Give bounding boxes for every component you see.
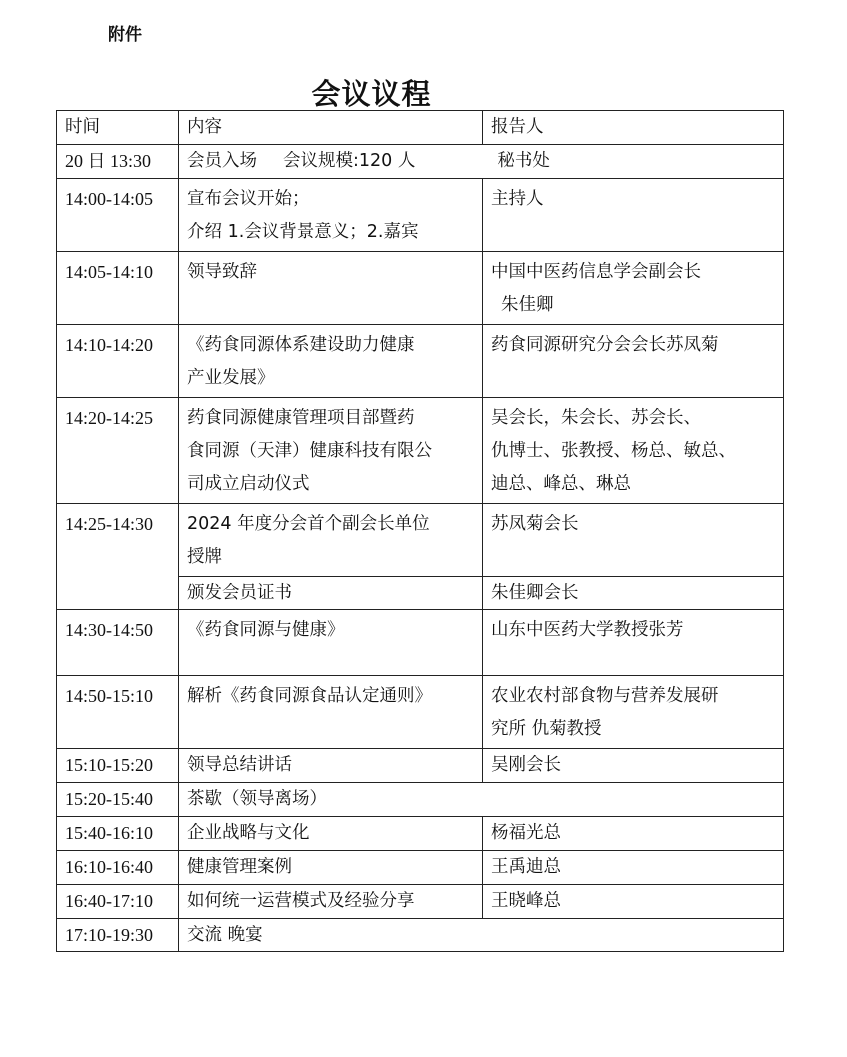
time-cell: 16:40-17:10 — [57, 885, 179, 919]
attachment-label: 附件 — [108, 25, 142, 45]
table-row — [57, 817, 784, 851]
time-cell: 14:25-14:30 — [57, 504, 179, 610]
time-cell: 15:40-16:10 — [57, 817, 179, 851]
table-row — [57, 325, 784, 398]
speaker-cell: 主持人 — [483, 179, 784, 252]
content-cell: 《药食同源体系建设助力健康 产业发展》 — [179, 325, 483, 398]
content-cell: 领导总结讲话 — [179, 749, 483, 783]
time-cell: 15:20-15:40 — [57, 783, 179, 817]
speaker: 秘书处 — [497, 151, 550, 171]
table-row — [57, 252, 784, 325]
table-row — [57, 145, 784, 179]
time-cell: 14:20-14:25 — [57, 398, 179, 504]
content-cell: 药食同源健康管理项目部暨药 食同源（天津）健康科技有限公 司成立启动仪式 — [179, 398, 483, 504]
content-cell: 《药食同源与健康》 — [179, 610, 483, 676]
speaker-cell: 吴刚会长 — [483, 749, 784, 783]
content-cell: 健康管理案例 — [179, 851, 483, 885]
header-time: 时间 — [57, 111, 179, 145]
table-row — [57, 676, 784, 749]
table-row — [57, 885, 784, 919]
content-cell: 茶歇（领导离场） — [179, 783, 784, 817]
speaker-cell: 农业农村部食物与营养发展研 究所 仇菊教授 — [483, 676, 784, 749]
content-cell: 颁发会员证书 — [179, 577, 483, 610]
table-row — [57, 398, 784, 504]
page-title: 会议议程 — [311, 77, 432, 111]
time-cell: 15:10-15:20 — [57, 749, 179, 783]
agenda-table — [56, 110, 784, 952]
content-cell: 交流 晚宴 — [179, 919, 784, 952]
speaker-cell: 吴会长，朱会长、苏会长、 仇博士、张教授、杨总、敏总、 迪总、峰总、琳总 — [483, 398, 784, 504]
content-cell: 企业战略与文化 — [179, 817, 483, 851]
speaker-cell: 朱佳卿会长 — [483, 577, 784, 610]
header-content: 内容 — [179, 111, 483, 145]
speaker-cell: 山东中医药大学教授张芳 — [483, 610, 784, 676]
table-row — [57, 504, 784, 577]
table-row — [57, 783, 784, 817]
content-cell: 解析《药食同源食品认定通则》 — [179, 676, 483, 749]
table-row — [57, 851, 784, 885]
header-speaker: 报告人 — [483, 111, 784, 145]
content-cell: 如何统一运营模式及经验分享 — [179, 885, 483, 919]
content-cell: 领导致辞 — [179, 252, 483, 325]
time-cell: 16:10-16:40 — [57, 851, 179, 885]
content-cell: 会员入场 会议规模:120 人 秘书处 — [179, 145, 784, 179]
table-row — [57, 610, 784, 676]
time-cell: 14:50-15:10 — [57, 676, 179, 749]
table-row — [57, 919, 784, 952]
speaker-cell: 王晓峰总 — [483, 885, 784, 919]
speaker-cell: 药食同源研究分会会长苏凤菊 — [483, 325, 784, 398]
time-cell: 17:10-19:30 — [57, 919, 179, 952]
time-cell: 14:10-14:20 — [57, 325, 179, 398]
speaker-cell: 苏凤菊会长 — [483, 504, 784, 577]
time-cell: 14:30-14:50 — [57, 610, 179, 676]
speaker-cell: 中国中医药信息学会副会长 朱佳卿 — [483, 252, 784, 325]
time-cell: 14:00-14:05 — [57, 179, 179, 252]
speaker-cell: 王禹迪总 — [483, 851, 784, 885]
table-row — [57, 749, 784, 783]
time-cell: 14:05-14:10 — [57, 252, 179, 325]
time-cell: 20 日 13:30 — [57, 145, 179, 179]
table-header-row — [57, 111, 784, 145]
table-row — [57, 179, 784, 252]
content-cell: 2024 年度分会首个副会长单位 授牌 — [179, 504, 483, 577]
content-cell: 宣布会议开始； 介绍 1.会议背景意义；2.嘉宾 — [179, 179, 483, 252]
speaker-cell: 杨福光总 — [483, 817, 784, 851]
